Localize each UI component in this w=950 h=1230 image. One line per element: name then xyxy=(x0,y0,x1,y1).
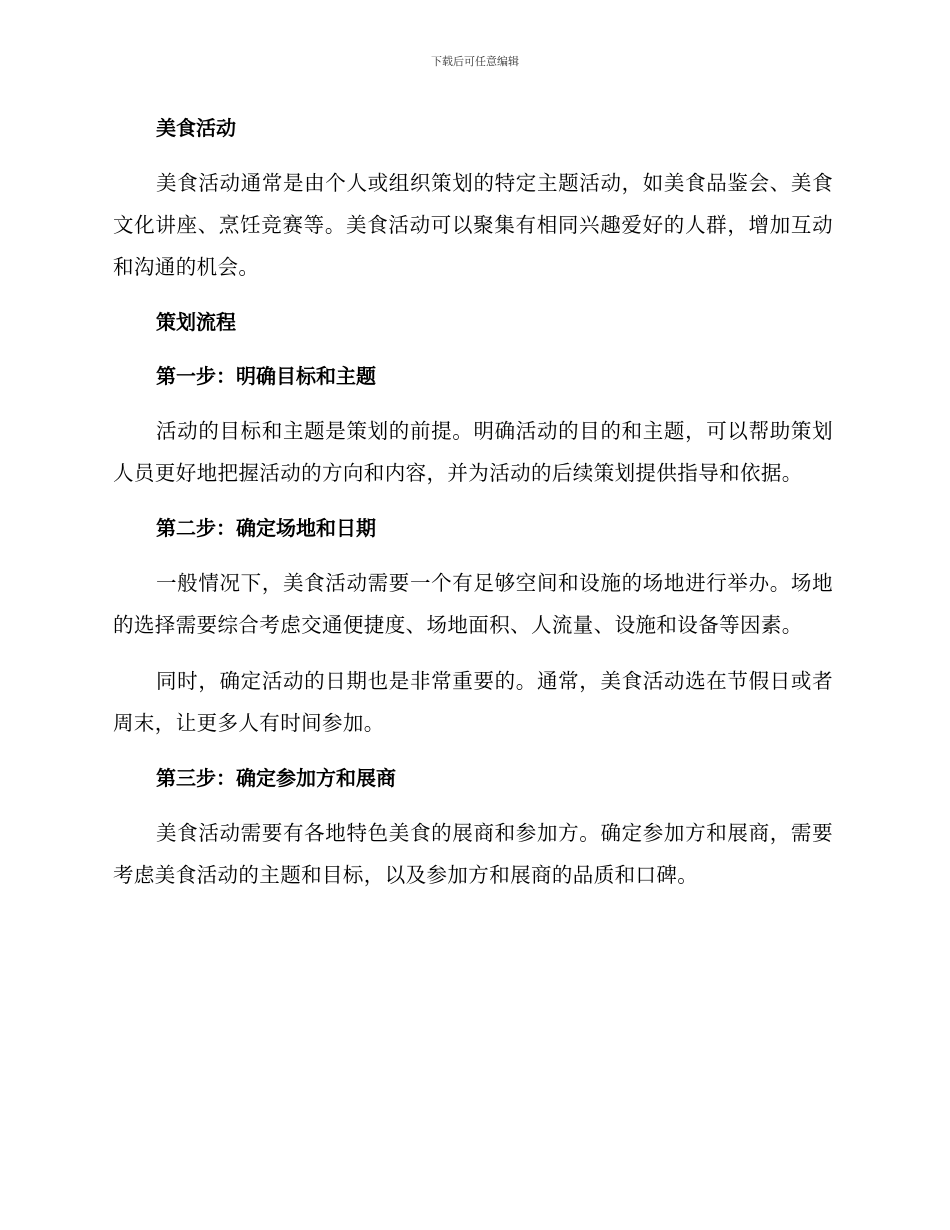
body-paragraph: 美食活动需要有各地特色美食的展商和参加方。确定参加方和展商，需要考虑美食活动的主题和目标，以及参加方和展商的品质和口碑。 xyxy=(113,821,833,887)
section-heading: 美食活动 xyxy=(156,116,236,140)
body-paragraph: 活动的目标和主题是策划的前提。明确活动的目的和主题，可以帮助策划人员更好地把握活动的方向和内容，并为活动的后续策划提供指导和依据。 xyxy=(113,419,833,485)
document-body xyxy=(113,108,833,910)
header-note: 下载后可任意编辑 xyxy=(431,55,519,68)
step-heading: 第二步：确定场地和日期 xyxy=(156,516,376,540)
section-heading: 策划流程 xyxy=(156,310,236,334)
body-paragraph: 一般情况下，美食活动需要一个有足够空间和设施的场地进行举办。场地的选择需要综合考虑交通便捷度、场地面积、人流量、设施和设备等因素。 xyxy=(113,571,833,637)
body-paragraph: 美食活动通常是由个人或组织策划的特定主题活动，如美食品鉴会、美食文化讲座、烹饪竞赛等。美食活动可以聚集有相同兴趣爱好的人群，增加互动和沟通的机会。 xyxy=(113,171,833,279)
step-heading: 第三步：确定参加方和展商 xyxy=(156,766,396,790)
step-heading: 第一步：明确目标和主题 xyxy=(156,364,376,388)
body-paragraph: 同时，确定活动的日期也是非常重要的。通常，美食活动选在节假日或者周末，让更多人有时间参加。 xyxy=(113,669,833,735)
